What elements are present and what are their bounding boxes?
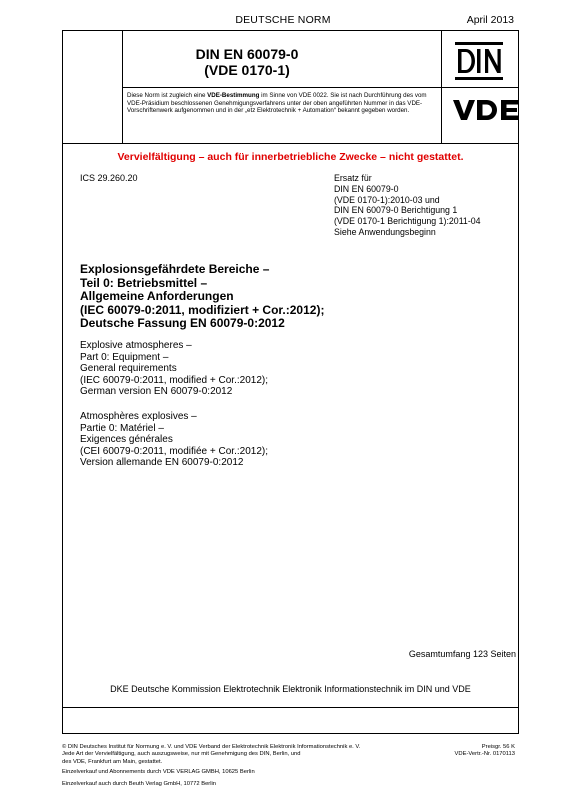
standard-number: DIN EN 60079-0 (195, 46, 299, 62)
note-bold-term: VDE-Bestimmung (207, 92, 260, 99)
total-pages: Gesamtumfang 123 Seiten (408, 649, 516, 659)
replacement-info: Ersatz für DIN EN 60079-0 (VDE 0170-1):2010-03 und DIN EN 60079-0 Berichtigung 1 (VDE 0170-1 Berichtigung 1):2011-04 Siehe Anwendungsbeginn (334, 173, 481, 237)
header-bottom-line (62, 143, 519, 144)
dke-committee: DKE Deutsche Kommission Elektrotechnik Elektronik Informationstechnik im DIN und VDE (110, 684, 471, 694)
french-title: Atmosphères explosives – Partie 0: Matériel – Exigences générales (CEI 60079-0:2011, modifiée + Cor.:2012); Version allemande EN 60079-0:2012 (80, 411, 268, 469)
vde-logo-icon (453, 99, 519, 121)
dke-divider-line (62, 707, 519, 708)
body-left-line (62, 143, 63, 734)
title-divider-line (122, 87, 442, 88)
issue-date: April 2013 (466, 14, 514, 26)
din-logo-icon (455, 42, 503, 80)
document-title (62, 46, 432, 78)
german-title: Explosionsgefährdete Bereiche – Teil 0: Betriebsmittel – Allgemeine Anforderungen (IEC 60079-0:2011, modifiziert + Cor.:2012); Deutsche Fassung EN 60079-0:2012 (80, 262, 325, 331)
frame-top-line (62, 30, 519, 31)
copy-prohibited-warning: Vervielfältigung – auch für innerbetriebliche Zwecke – nicht gestattet. (117, 151, 464, 163)
note-text-end: im Sinne von VDE 0022. Sie ist nach Durchführung des vom VDE-Präsidium beschlossenen Genehmigungsverfahrens unter der oben angeführten Nummer in das VDE-Vorschriftenwerk aufgenommen und in der „etz Elektrotechnik + Automation“ bekannt gegeben worden. (127, 92, 427, 115)
price-group: Preisgr. 56 K VDE-Vertr.-Nr. 0170113 (454, 744, 515, 758)
sales-info-vde: Einzelverkauf und Abonnements durch VDE VERLAG GMBH, 10625 Berlin (62, 769, 255, 775)
sales-info-beuth: Einzelverkauf auch durch Beuth Verlag GmbH, 10772 Berlin (62, 781, 217, 787)
ics-code: ICS 29.260.20 (80, 173, 138, 183)
copyright-notice: © DIN Deutsches Institut für Normung e. V. und VDE Verband der Elektrotechnik Elektronik Informationstechnik e. V. Jede Art der Vervielfältigung, auch auszugsweise, nur mit Genehmigung des DIN, Berlin, und des VDE, Frankfurt am Main, gestattet. (62, 744, 361, 765)
english-title: Explosive atmospheres – Part 0: Equipment – General requirements (IEC 60079-0:2011, modified + Cor.:2012); German version EN 60079-0:2012 (80, 340, 268, 398)
note-text-start: Diese Norm ist zugleich eine (127, 92, 208, 99)
vde-classification: (VDE 0170-1) (204, 62, 290, 78)
vde-regulation-note (127, 92, 437, 115)
standard-type-label: DEUTSCHE NORM (235, 14, 331, 26)
footer-top-line (62, 733, 519, 734)
logo-divider-line (441, 87, 519, 88)
